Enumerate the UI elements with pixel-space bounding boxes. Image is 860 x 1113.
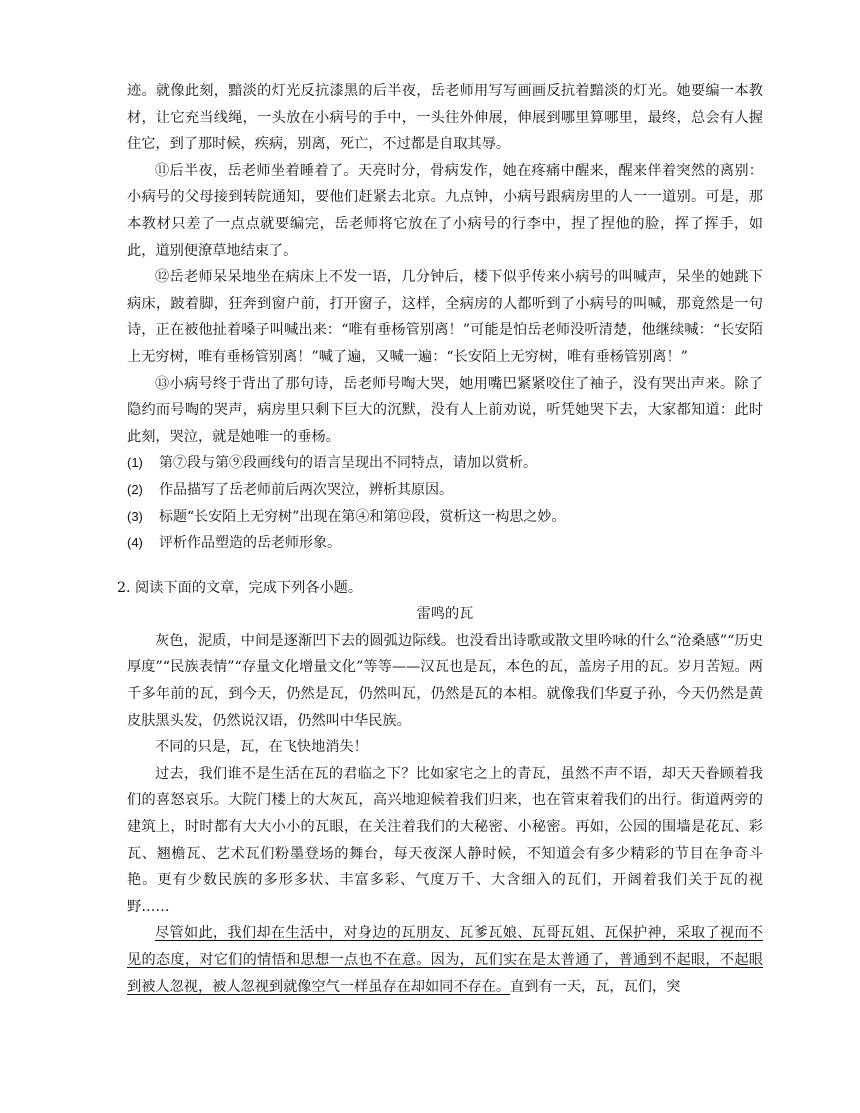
question-item (127, 450, 763, 477)
article-title: 雷鸣的瓦 (416, 606, 474, 623)
question-text: 作品描写了岳老师前后两次哭泣，辨析其原因。 (159, 481, 453, 498)
question-list (127, 450, 763, 556)
article-paragraph-3: 过去，我们谁不是生活在瓦的君临之下？比如家宅之上的青瓦，虽然不声不语，却天天眷顾着我们的喜怒哀乐。大院门楼上的大灰瓦，高兴地迎候着我们归来，也在管束着我们的出行。街道两旁的建筑上，时时都有大大小小的瓦眼，在关注着我们的大秘密、小秘密。再如，公园的围墙是花瓦、彩瓦、翘檐瓦、艺术瓦们粉墨登场的舞台，每天夜深人静时候，不知道会有多少精彩的节目在争奇斗艳。更有少数民族的多形多状、丰富多彩、气度万千、大含细入的瓦们，开阔着我们关于瓦的视野…… (127, 765, 763, 915)
question-text: 标题“长安陌上无穷树”出现在第④和第⑫段，赏析这一构思之妙。 (159, 508, 566, 525)
question-number: (3) (127, 508, 143, 524)
question-number: (4) (127, 535, 143, 551)
passage-paragraph-continued: 迹。就像此刻，黯淡的灯光反抗漆黑的后半夜，岳老师用写写画画反抗着黯淡的灯光。她要编一本教材，让它充当线绳，一头放在小病号的手中，一头往外伸展，伸展到哪里算哪里，最终，总会有人握住它，到了那时候，疾病，别离，死亡，不过都是自取其辱。 (127, 83, 763, 153)
passage-paragraph-13: ⑬小病号终于背出了那句诗，岳老师号啕大哭，她用嘴巴紧紧咬住了袖子，没有哭出声来。除了隐约而号啕的哭声，病房里只剩下巨大的沉默，没有人上前劝说，听凭她哭下去，大家都知道：此时此刻，哭泣，就是她唯一的垂杨。 (127, 375, 763, 445)
question-item (127, 477, 763, 504)
question-text: 第⑦段与第⑨段画线句的语言呈现出不同特点，请加以赏析。 (159, 455, 537, 472)
article-paragraph-4 (127, 920, 763, 1000)
passage-paragraph-11: ⑪后半夜，岳老师坐着睡着了。天亮时分，骨病发作，她在疼痛中醒来，醒来伴着突然的离别：小病号的父母接到转院通知，要他们赶紧去北京。九点钟，小病号跟病房里的人一一道别。可是，那本教材只差了一点点就要编完，岳老师将它放在了小病号的行李中，捏了捏他的脸，挥了挥手，如此，道别便潦草地结束了。 (127, 162, 763, 259)
article-paragraph-2: 不同的只是，瓦，在飞快地消失！ (155, 739, 368, 756)
question-number: (2) (127, 481, 143, 497)
question-text: 评析作品塑造的岳老师形象。 (159, 535, 341, 552)
question-item (127, 504, 763, 531)
question-number: (1) (127, 455, 143, 471)
section-heading: 2. 阅读下面的文章，完成下列各小题。 (117, 579, 363, 596)
underlined-sentence: 尽管如此，我们却在生活中，对身边的瓦朋友、瓦爹瓦娘、瓦哥瓦姐、瓦保护神，采取了视而不见的态度，对它们的情悟和思想一点也不在意。因为，瓦们实在是太普通了，普通到不起眼，不起眼到被人忽视，被人忽视到就像空气一样虽存在却如同不存在。 (127, 925, 763, 995)
section-gap (127, 557, 763, 575)
question-item (127, 530, 763, 557)
document-page (117, 78, 763, 1000)
passage-paragraph-12: ⑫岳老师呆呆地坐在病床上不发一语，几分钟后，楼下似乎传来小病号的叫喊声，呆坐的她跳下病床，跛着脚，狂奔到窗户前，打开窗子，这样，全病房的人都听到了小病号的叫喊，那竟然是一句诗，正在被他扯着嗓子叫喊出来：“唯有垂杨管别离！”可能是怕岳老师没听清楚，他继续喊：“长安陌上无穷树，唯有垂杨管别离！”喊了遍，又喊一遍：“长安陌上无穷树，唯有垂杨管别离！” (127, 269, 763, 365)
article-paragraph-1: 灰色，泥质，中间是逐渐凹下去的圆弧边际线。也没看出诗歌或散文里吟咏的什么“沧桑感”“历史厚度”“民族表情”“存量文化增量文化”等等——汉瓦也是瓦，本色的瓦，盖房子用的瓦。岁月苦短。两千多年前的瓦，到今天，仍然是瓦，仍然叫瓦，仍然是瓦的本相。就像我们华夏子孙，今天仍然是黄皮肤黑头发，仍然说汉语，仍然叫中华民族。 (127, 632, 763, 729)
paragraph-tail: 直到有一天，瓦，瓦们，突 (510, 978, 681, 995)
